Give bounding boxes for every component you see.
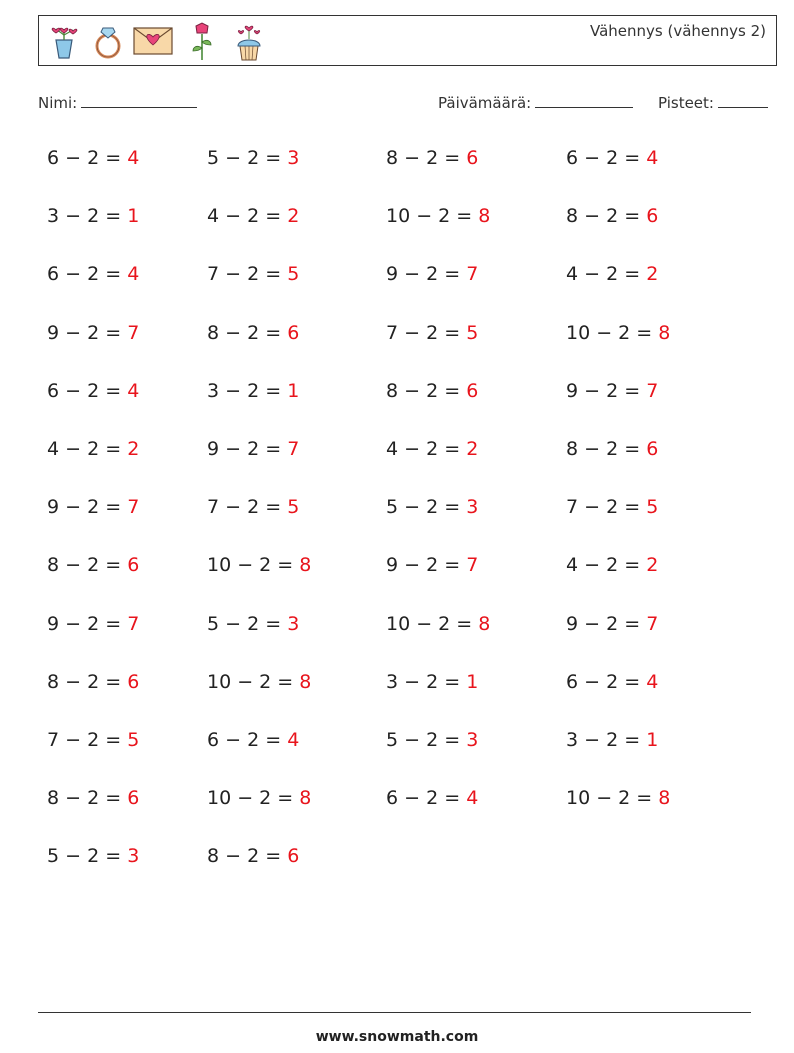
problem-answer: 6	[646, 438, 659, 460]
problem-answer: 8	[658, 787, 671, 810]
problem-answer: 2	[646, 554, 659, 577]
footer-divider	[38, 1012, 751, 1013]
problem-question: 10 − 2 =	[386, 205, 479, 228]
problem-question: 9 − 2 =	[386, 554, 467, 577]
problem-question: 7 − 2 =	[47, 729, 128, 751]
problem-answer: 3	[466, 729, 479, 751]
problem-answer: 7	[287, 438, 300, 460]
problem-question: 8 − 2 =	[386, 147, 467, 169]
name-field[interactable]	[38, 93, 197, 112]
problem-question: 8 − 2 =	[207, 845, 288, 868]
score-label: Pisteet:	[658, 94, 714, 112]
problem-answer: 8	[478, 205, 491, 228]
problem-question: 9 − 2 =	[566, 379, 647, 402]
problem-item	[566, 380, 658, 402]
problem-item	[386, 671, 478, 693]
problem-item	[47, 147, 139, 169]
problem-answer: 7	[646, 379, 659, 402]
problem-answer: 8	[299, 554, 312, 577]
problem-question: 3 − 2 =	[566, 729, 647, 751]
problem-question: 10 − 2 =	[207, 787, 300, 810]
problem-answer: 5	[287, 496, 300, 519]
problem-item	[566, 613, 658, 635]
problem-answer: 7	[127, 612, 140, 635]
problem-answer: 2	[646, 263, 659, 286]
problem-item	[566, 787, 670, 809]
problem-item	[386, 438, 478, 460]
problem-item	[566, 554, 658, 576]
problem-item	[566, 205, 658, 227]
problem-question: 8 − 2 =	[207, 321, 288, 344]
problem-answer: 8	[478, 612, 491, 635]
problem-answer: 4	[646, 670, 659, 693]
problem-question: 9 − 2 =	[386, 263, 467, 286]
problem-answer: 6	[287, 845, 300, 868]
problem-answer: 8	[299, 787, 312, 810]
problem-answer: 6	[127, 554, 140, 577]
problem-answer: 3	[127, 845, 140, 868]
problem-item	[386, 380, 478, 402]
problem-item	[47, 671, 139, 693]
problem-item	[566, 671, 658, 693]
problem-item	[207, 729, 299, 751]
problem-question: 6 − 2 =	[566, 670, 647, 693]
problem-question: 6 − 2 =	[207, 729, 288, 751]
score-blank[interactable]	[718, 93, 768, 108]
problem-answer: 2	[127, 438, 140, 460]
problem-item	[47, 263, 139, 285]
flower-pot-hearts-icon	[47, 20, 81, 62]
name-label: Nimi:	[38, 94, 78, 112]
problem-item	[47, 613, 139, 635]
name-blank[interactable]	[81, 93, 197, 108]
problem-item	[566, 147, 658, 169]
problem-answer: 8	[299, 670, 312, 693]
problem-item	[47, 438, 139, 460]
problem-answer: 5	[466, 321, 479, 344]
problem-answer: 1	[466, 670, 479, 693]
problem-answer: 4	[127, 147, 140, 169]
problem-question: 5 − 2 =	[207, 147, 288, 169]
problem-question: 3 − 2 =	[47, 205, 128, 228]
problem-question: 8 − 2 =	[566, 205, 647, 228]
problem-question: 3 − 2 =	[386, 670, 467, 693]
problem-item	[207, 205, 299, 227]
problem-answer: 3	[287, 147, 300, 169]
problem-question: 5 − 2 =	[386, 496, 467, 519]
problem-item	[207, 147, 299, 169]
problem-question: 9 − 2 =	[207, 438, 288, 460]
problem-item	[207, 322, 299, 344]
date-blank[interactable]	[535, 93, 633, 108]
problem-item	[207, 845, 299, 867]
problem-item	[207, 554, 311, 576]
problem-item	[566, 496, 658, 518]
problem-answer: 4	[466, 787, 479, 810]
problem-answer: 6	[287, 321, 300, 344]
problem-item	[386, 729, 478, 751]
footer-url: www.snowmath.com	[315, 1029, 479, 1045]
problem-item	[47, 729, 139, 751]
problem-answer: 5	[127, 729, 140, 751]
problem-question: 10 − 2 =	[207, 554, 300, 577]
problem-question: 8 − 2 =	[566, 438, 647, 460]
problem-answer: 1	[287, 379, 300, 402]
problem-question: 4 − 2 =	[386, 438, 467, 460]
problem-item	[47, 380, 139, 402]
problem-question: 4 − 2 =	[47, 438, 128, 460]
problem-question: 5 − 2 =	[47, 845, 128, 868]
problem-answer: 7	[466, 263, 479, 286]
problem-item	[207, 671, 311, 693]
problem-item	[386, 496, 478, 518]
problem-answer: 3	[287, 612, 300, 635]
problem-answer: 6	[127, 787, 140, 810]
diamond-ring-icon	[91, 20, 125, 62]
problem-question: 10 − 2 =	[207, 670, 300, 693]
problem-item	[47, 322, 139, 344]
problem-item	[207, 496, 299, 518]
problem-question: 5 − 2 =	[386, 729, 467, 751]
problem-item	[47, 496, 139, 518]
problem-question: 10 − 2 =	[566, 787, 659, 810]
problem-item	[566, 322, 670, 344]
problem-answer: 5	[287, 263, 300, 286]
problem-answer: 6	[127, 670, 140, 693]
problem-answer: 7	[466, 554, 479, 577]
problem-item	[47, 787, 139, 809]
problem-item	[47, 205, 139, 227]
problem-item	[207, 380, 299, 402]
problem-answer: 6	[466, 147, 479, 169]
problem-answer: 7	[646, 612, 659, 635]
problem-question: 4 − 2 =	[207, 205, 288, 228]
problem-question: 6 − 2 =	[566, 147, 647, 169]
problem-question: 9 − 2 =	[47, 496, 128, 519]
cupcake-hearts-icon	[231, 20, 267, 62]
problem-question: 7 − 2 =	[386, 321, 467, 344]
problem-answer: 8	[658, 321, 671, 344]
problem-item	[386, 205, 490, 227]
problem-item	[566, 438, 658, 460]
problem-question: 8 − 2 =	[386, 379, 467, 402]
problem-question: 9 − 2 =	[47, 321, 128, 344]
problem-answer: 1	[646, 729, 659, 751]
problem-answer: 2	[287, 205, 300, 228]
problem-answer: 6	[646, 205, 659, 228]
problem-item	[386, 554, 478, 576]
score-field[interactable]	[658, 93, 768, 112]
problem-question: 3 − 2 =	[207, 379, 288, 402]
problem-question: 4 − 2 =	[566, 263, 647, 286]
problem-item	[47, 845, 139, 867]
problem-question: 8 − 2 =	[47, 670, 128, 693]
problem-item	[207, 438, 299, 460]
problem-item	[47, 554, 139, 576]
problem-item	[386, 613, 490, 635]
worksheet-header	[38, 15, 777, 66]
problem-answer: 5	[646, 496, 659, 519]
problem-answer: 3	[466, 496, 479, 519]
problem-answer: 7	[127, 321, 140, 344]
problem-answer: 6	[466, 379, 479, 402]
problem-answer: 7	[127, 496, 140, 519]
problem-question: 7 − 2 =	[207, 263, 288, 286]
problem-question: 4 − 2 =	[566, 554, 647, 577]
problem-question: 10 − 2 =	[386, 612, 479, 635]
problem-answer: 1	[127, 205, 140, 228]
problem-item	[207, 787, 311, 809]
problem-question: 8 − 2 =	[47, 554, 128, 577]
problem-answer: 4	[127, 263, 140, 286]
problem-item	[207, 613, 299, 635]
problem-question: 7 − 2 =	[207, 496, 288, 519]
problem-question: 7 − 2 =	[566, 496, 647, 519]
rose-icon	[187, 20, 217, 62]
problem-item	[386, 322, 478, 344]
problem-item	[566, 729, 658, 751]
date-label: Päivämäärä:	[438, 94, 532, 112]
problem-item	[566, 263, 658, 285]
problem-item	[386, 787, 478, 809]
problem-answer: 4	[127, 379, 140, 402]
problem-question: 9 − 2 =	[47, 612, 128, 635]
problem-item	[207, 263, 299, 285]
worksheet-title: Vähennys (vähennys 2)	[589, 22, 766, 40]
problem-question: 6 − 2 =	[47, 379, 128, 402]
problem-item	[386, 263, 478, 285]
problem-question: 6 − 2 =	[386, 787, 467, 810]
problem-question: 9 − 2 =	[566, 612, 647, 635]
problem-question: 6 − 2 =	[47, 147, 128, 169]
problem-answer: 4	[646, 147, 659, 169]
problem-answer: 2	[466, 438, 479, 460]
date-field[interactable]	[438, 93, 633, 112]
problem-question: 10 − 2 =	[566, 321, 659, 344]
problem-item	[386, 147, 478, 169]
problem-answer: 4	[287, 729, 300, 751]
problem-question: 6 − 2 =	[47, 263, 128, 286]
problem-question: 5 − 2 =	[207, 612, 288, 635]
problem-question: 8 − 2 =	[47, 787, 128, 810]
love-letter-icon	[131, 20, 175, 62]
student-fields	[38, 93, 770, 117]
